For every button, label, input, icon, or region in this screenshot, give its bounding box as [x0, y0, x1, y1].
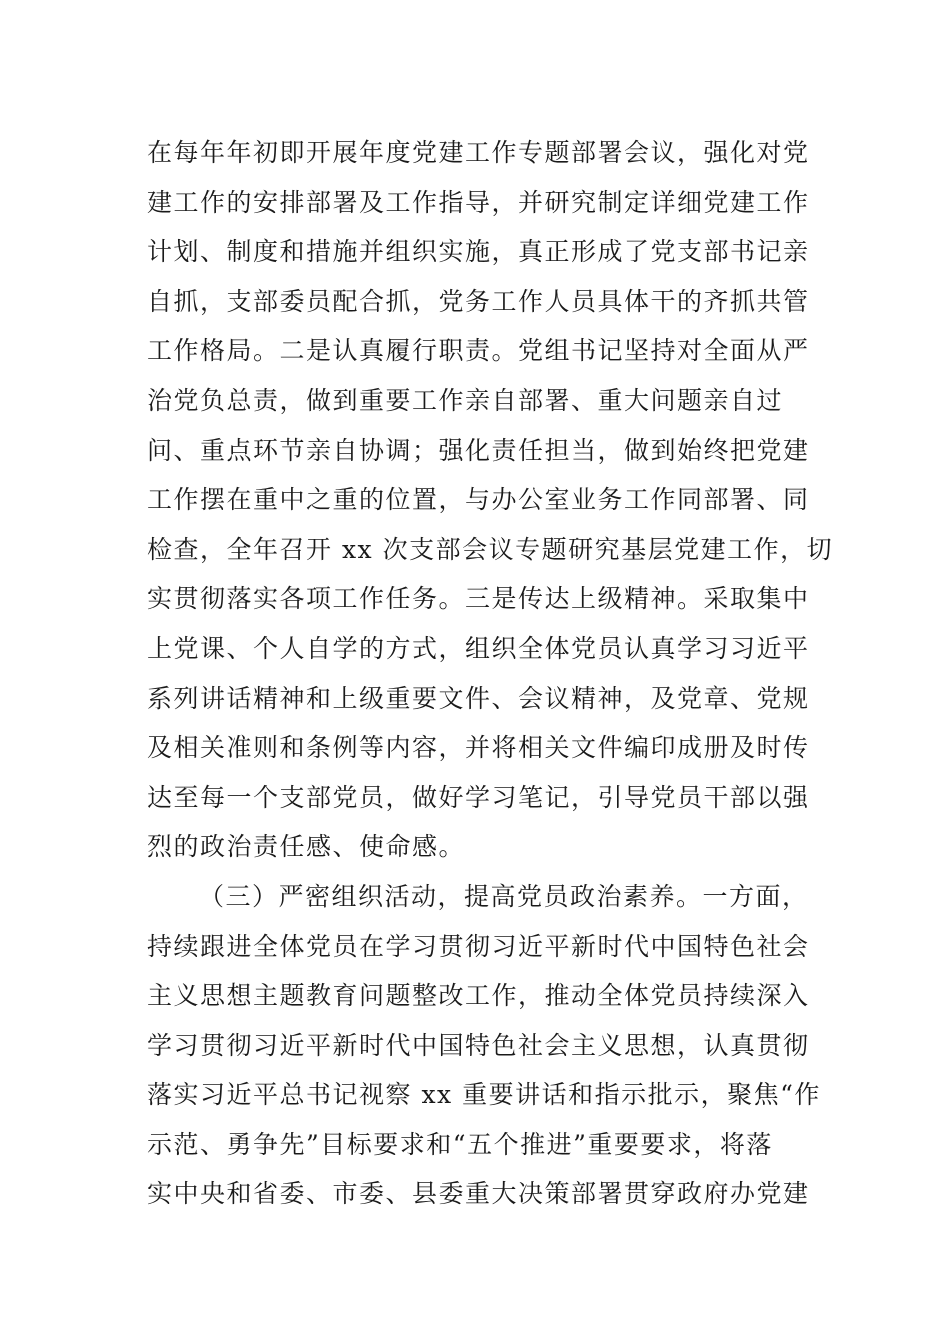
text-line: 工作摆在重中之重的位置，与办公室业务工作同部署、同	[147, 485, 810, 515]
text-line: 计划、制度和措施并组织实施，真正形成了党支部书记亲	[147, 237, 810, 267]
text-line: 主义思想主题教育问题整改工作，推动全体党员持续深入	[147, 981, 810, 1011]
text-line: 及相关准则和条例等内容，并将相关文件编印成册及时传	[147, 733, 810, 763]
text-line: 在每年年初即开展年度党建工作专题部署会议，强化对党	[147, 138, 810, 167]
text-line: 实中央和省委、市委、县委重大决策部署贯穿政府办党建	[147, 1179, 810, 1209]
text-line: 烈的政治责任感、使命感。	[147, 832, 466, 862]
text-line: 治党负总责，做到重要工作亲自部署、重大问题亲自过	[147, 385, 784, 415]
text-line: 示范、勇争先”目标要求和“五个推进”重要要求，将落	[147, 1129, 773, 1159]
text-line: 工作格局。二是认真履行职责。党组书记坚持对全面从严	[147, 336, 810, 366]
text-line: 上党课、个人自学的方式，组织全体党员认真学习习近平	[147, 633, 810, 663]
body-text	[147, 128, 834, 1219]
text-line: 检查，全年召开 xx 次支部会议专题研究基层党建工作，切	[147, 534, 834, 564]
text-line: 建工作的安排部署及工作指导，并研究制定详细党建工作	[147, 187, 810, 217]
text-line: 持续跟进全体党员在学习贯彻习近平新时代中国特色社会	[147, 931, 810, 961]
section-heading-line: （三）严密组织活动，提高党员政治素养。一方面，	[199, 881, 809, 911]
text-line: 落实习近平总书记视察 xx 重要讲话和指示批示，聚焦“作	[147, 1080, 821, 1110]
text-line: 自抓，支部委员配合抓，党务工作人员具体干的齐抓共管	[147, 286, 810, 316]
text-line: 问、重点环节亲自协调；强化责任担当，做到始终把党建	[147, 435, 810, 465]
text-line: 达至每一个支部党员，做好学习笔记，引导党员干部以强	[147, 782, 810, 812]
text-line: 学习贯彻习近平新时代中国特色社会主义思想，认真贯彻	[147, 1030, 810, 1060]
text-line: 实贯彻落实各项工作任务。三是传达上级精神。采取集中	[147, 584, 810, 614]
text-line: 系列讲话精神和上级重要文件、会议精神，及党章、党规	[147, 683, 810, 713]
